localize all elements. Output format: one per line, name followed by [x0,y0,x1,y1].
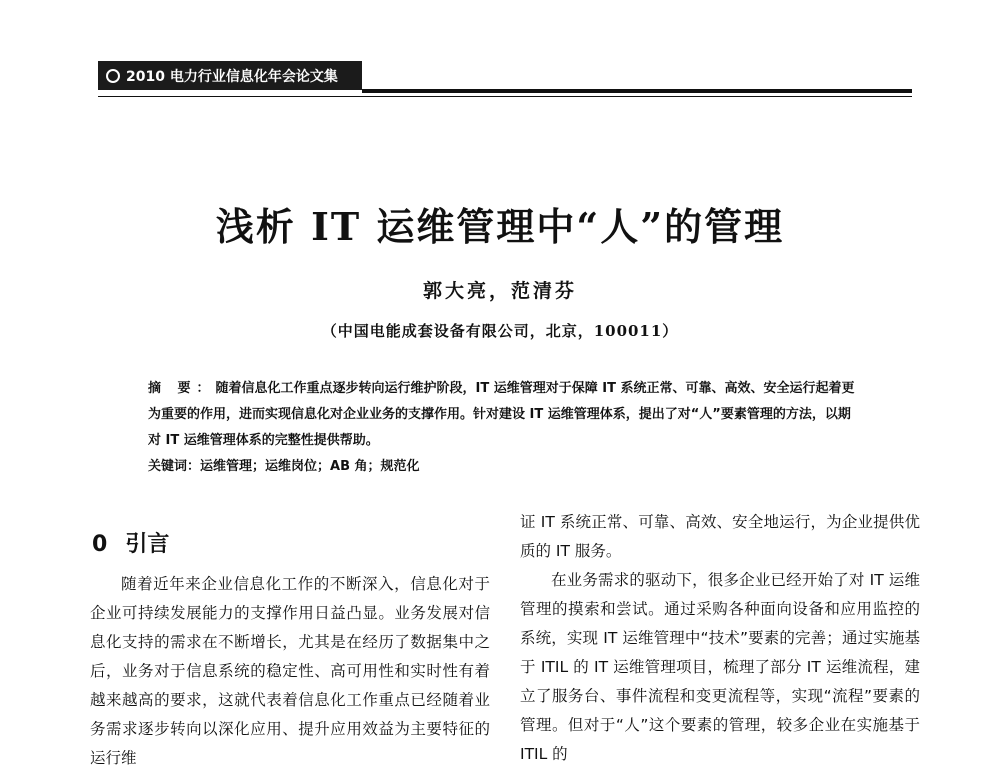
body-column-right [520,508,920,769]
keywords-label: 关键词： [148,459,201,474]
paper-authors: 郭大亮，范清芬 [422,280,577,302]
body-paragraph: 随着近年来企业信息化工作的不断深入，信息化对于企业可持续发展能力的支撑作用日益凸显。业务发展对信息化支持的需求在不断增长，尤其是在经历了数据集中之后，业务对于信息系统的稳定性、高可用性和实时性有着越来越高的要求，这就代表着信息化工作重点已经随着业务需求逐步转向以深化应用、提升应用效益为主要特征的运行维 [90,575,490,767]
keywords-text: 运维管理；运维岗位；AB 角；规范化 [200,459,420,474]
abstract-text: 随着信息化工作重点逐步转向运行维护阶段，IT 运维管理对于保障 IT 系统正常、可靠、高效、安全运行起着更为重要的作用，进而实现信息化对企业业务的支撑作用。针对建设 IT 运维管理体系，提出了对“人”要素管理的方法，以期对 IT 运维管理体系的完整性提供帮助。 [148,381,855,448]
header-rule-thin [98,96,912,97]
keywords [148,454,860,480]
section-title: 引言 [125,532,170,557]
section-heading [92,527,169,558]
abstract-label: 摘 要： [148,381,216,396]
body-column-left [90,570,490,773]
paper-title: 浅析 IT 运维管理中“人”的管理 [215,204,785,249]
proceedings-logo-icon [106,69,120,83]
section-number: 0 [92,532,108,557]
proceedings-header-tag [98,61,362,90]
header-rule-thick [362,89,912,93]
body-paragraph: 在业务需求的驱动下，很多企业已经开始了对 IT 运维管理的摸索和尝试。通过采购各种面向设备和应用监控的系统，实现 IT 运维管理中“技术”要素的完善；通过实施基于 ITIL 的 IT 运维管理项目，梳理了部分 IT 运维流程，建立了服务台、事件流程和变更流程等，实现“流程”要素的管理。但对于“人”这个要素的管理，较多企业在实施基于 ITIL 的 [520,571,920,763]
paper-affiliation: （中国电能成套设备有限公司，北京，100011） [321,322,679,340]
proceedings-header-text: 2010 电力行业信息化年会论文集 [126,68,338,85]
body-paragraph-continuation: 证 IT 系统正常、可靠、高效、安全地运行，为企业提供优质的 IT 服务。 [520,513,920,560]
abstract [148,376,860,454]
